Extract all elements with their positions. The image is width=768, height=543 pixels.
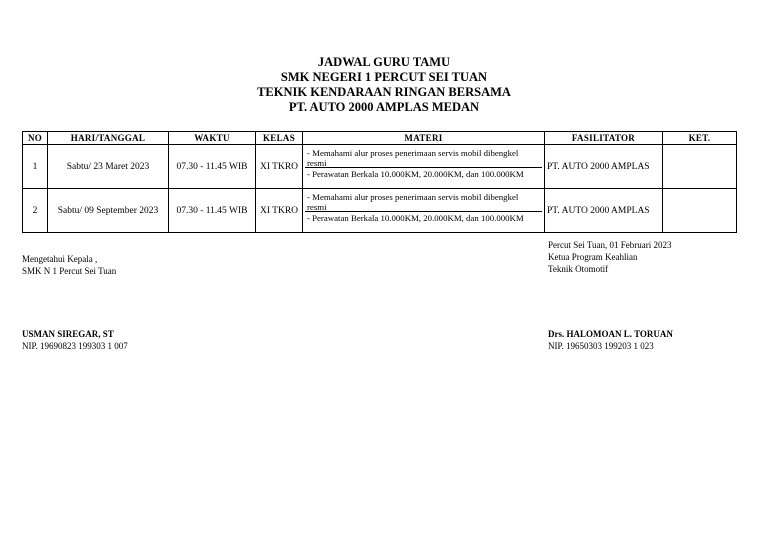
cell-facilitator: PT. AUTO 2000 AMPLAS: [545, 189, 663, 233]
materi-item: - Memahami alur proses penerimaan servis mobil dibengkel resmi: [307, 147, 519, 168]
left-title-line-2: SMK N 1 Percut Sei Tuan: [22, 266, 117, 276]
cell-no: 2: [23, 189, 48, 233]
materi-item: - Memahami alur proses penerimaan servis mobil dibengkel resmi: [307, 191, 519, 212]
cell-ket: [663, 145, 737, 189]
title-line-1: JADWAL GURU TAMU: [317, 55, 451, 69]
right-title-line-2: Teknik Otomotif: [548, 264, 609, 274]
table-header-row: [23, 132, 737, 145]
right-signature-block: [548, 239, 672, 275]
cell-class: XI TKRO: [256, 145, 303, 189]
left-signatory-name: USMAN SIREGAR, ST: [22, 329, 114, 339]
right-signatory-nip: NIP. 19650303 199203 1 023: [548, 341, 654, 351]
cell-time: 07.30 - 11.45 WIB: [169, 189, 256, 233]
cell-class: XI TKRO: [256, 189, 303, 233]
cell-materi: [303, 145, 545, 189]
col-header-no: NO: [23, 132, 48, 145]
cell-materi: [303, 189, 545, 233]
schedule-table: [22, 131, 737, 233]
col-header-class: KELAS: [256, 132, 303, 145]
right-title-line-1: Ketua Program Keahlian: [548, 252, 638, 262]
title-line-4: PT. AUTO 2000 AMPLAS MEDAN: [288, 100, 480, 114]
col-header-date: HARI/TANGGAL: [48, 132, 169, 145]
materi-item: - Perawatan Berkala 10.000KM, 20.000KM, dan 100.000KM: [305, 211, 542, 231]
table-row: [23, 145, 737, 189]
col-header-time: WAKTU: [169, 132, 256, 145]
left-signature-block: [22, 253, 116, 277]
materi-item: - Perawatan Berkala 10.000KM, 20.000KM, dan 100.000KM: [305, 167, 542, 187]
col-header-facilitator: FASILITATOR: [545, 132, 663, 145]
place-date: Percut Sei Tuan, 01 Februari 2023: [548, 240, 672, 250]
left-signatory-nip: NIP. 19690823 199303 1 007: [22, 341, 128, 351]
table-row: [23, 189, 737, 233]
title-line-3: TEKNIK KENDARAAN RINGAN BERSAMA: [257, 85, 511, 99]
cell-date: Sabtu/ 23 Maret 2023: [48, 145, 169, 189]
cell-ket: [663, 189, 737, 233]
col-header-materi: MATERI: [303, 132, 545, 145]
right-signatory: [548, 328, 673, 352]
right-signatory-name: Drs. HALOMOAN L. TORUAN: [548, 329, 673, 339]
left-signatory: [22, 328, 128, 352]
cell-time: 07.30 - 11.45 WIB: [169, 145, 256, 189]
left-title-line-1: Mengetahui Kepala ,: [22, 254, 98, 264]
cell-date: Sabtu/ 09 September 2023: [48, 189, 169, 233]
cell-no: 1: [23, 145, 48, 189]
title-line-2: SMK NEGERI 1 PERCUT SEI TUAN: [280, 70, 488, 84]
cell-facilitator: PT. AUTO 2000 AMPLAS: [545, 145, 663, 189]
col-header-ket: KET.: [663, 132, 737, 145]
